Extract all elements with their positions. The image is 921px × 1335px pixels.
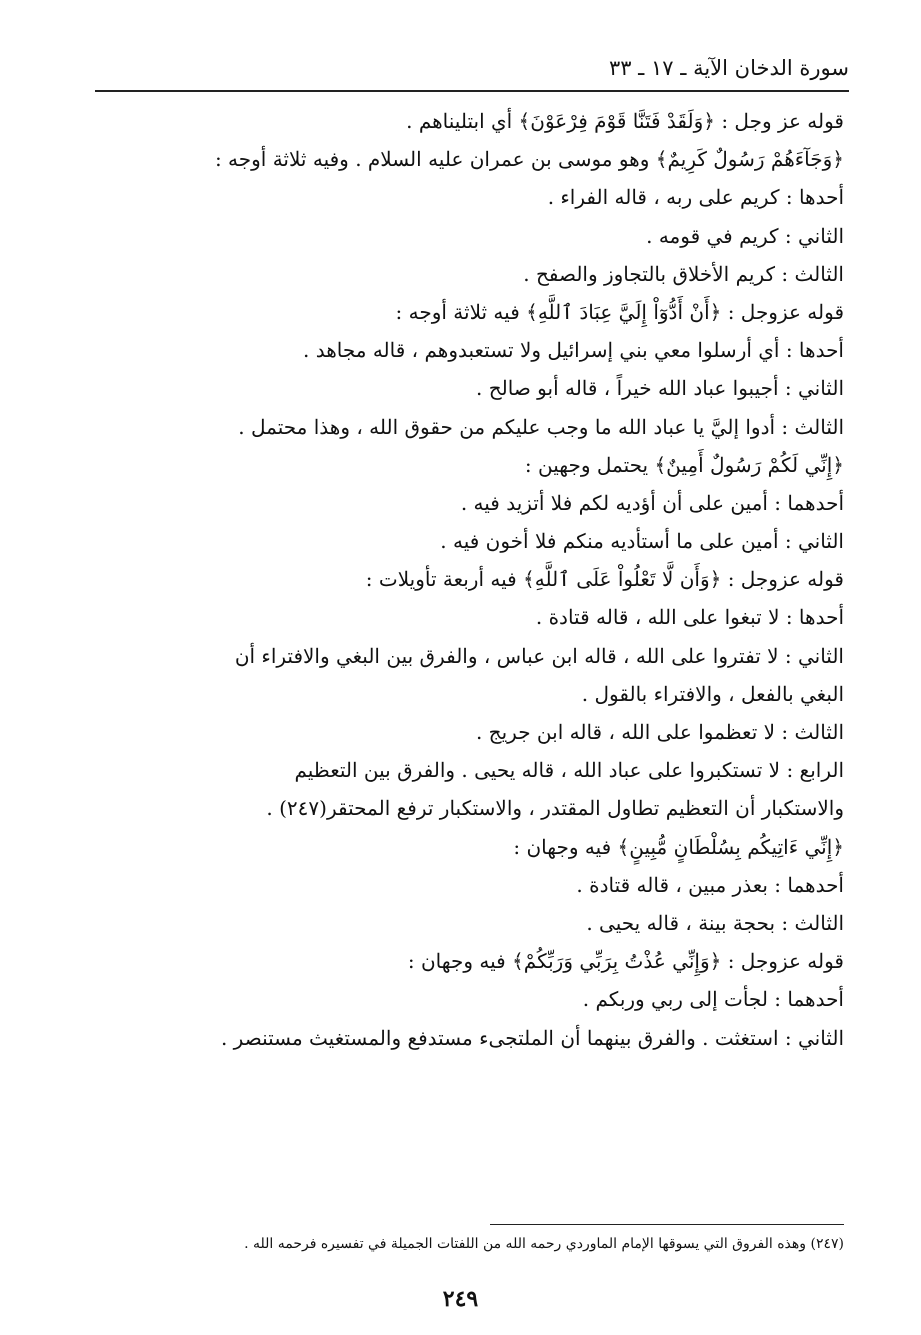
text-line: ﴿إِنِّي لَكُمْ رَسُولٌ أَمِينٌ﴾ يحتمل وجهين : <box>524 452 844 477</box>
body-text <box>97 102 844 1057</box>
footnote-rule <box>490 1224 844 1225</box>
text-line: الثاني : كريم في قومه . <box>646 223 844 248</box>
running-header: سورة الدخان الآية ـ ١٧ ـ ٣٣ <box>608 56 849 80</box>
text-line: البغي بالفعل ، والافتراء بالقول . <box>581 681 844 706</box>
text-line: الثاني : استغثت . والفرق بينهما أن الملتجىء مستدفع والمستغيث مستنصر . <box>220 1025 844 1050</box>
text-line: أحدهما : لجأت إلى ربي وربكم . <box>582 987 844 1012</box>
text-line: ﴿إِنِّي ءَاتِيكُم بِسُلْطَانٍ مُّبِينٍ﴾ فيه وجهان : <box>513 834 844 859</box>
text-line: أحدها : كريم على ربه ، قاله الفراء . <box>547 185 844 210</box>
text-line: والاستكبار أن التعظيم تطاول المقتدر ، والاستكبار ترفع المحتقر(٢٤٧) . <box>266 796 844 821</box>
text-line: الرابع : لا تستكبروا على عباد الله ، قاله يحيى . والفرق بين التعظيم <box>294 758 844 783</box>
text-line: الثالث : بحجة بينة ، قاله يحيى . <box>586 910 844 935</box>
text-line: الثاني : أجيبوا عباد الله خيراً ، قاله أبو صالح . <box>476 376 844 401</box>
text-line: أحدها : أي أرسلوا معي بني إسرائيل ولا تستعبدوهم ، قاله مجاهد . <box>303 338 844 363</box>
text-line: الثالث : أدوا إليَّ يا عباد الله ما وجب عليكم من حقوق الله ، وهذا محتمل . <box>238 414 844 439</box>
text-line: الثالث : كريم الأخلاق بالتجاوز والصفح . <box>523 261 844 286</box>
text-line: ﴿وَجَآءَهُمْ رَسُولٌ كَرِيمٌ﴾ وهو موسى بن عمران عليه السلام . وفيه ثلاثة أوجه : <box>214 147 844 172</box>
text-line: أحدهما : بعذر مبين ، قاله قتادة . <box>576 872 844 897</box>
footnote: (٢٤٧) وهذه الفروق التي يسوقها الإمام الماوردي رحمه الله من اللفتات الجميلة في تفسيره فرحمه الله . <box>244 1236 844 1252</box>
text-line: الثالث : لا تعظموا على الله ، قاله ابن جريج . <box>475 720 844 744</box>
text-line: أحدهما : أمين على أن أؤديه لكم فلا أتزيد فيه . <box>460 490 844 515</box>
text-line: قوله عزوجل : ﴿أَنْ أَدُّوٓاْ إِلَيَّ عِبَادَ ٱللَّهِ﴾ فيه ثلاثة أوجه : <box>395 299 844 324</box>
text-line: الثاني : لا تفتروا على الله ، قاله ابن عباس ، والفرق بين البغي والافتراء أن <box>234 643 844 668</box>
text-line: قوله عزوجل : ﴿وَأَن لَّا تَعْلُواْ عَلَى ٱللَّهِ﴾ فيه أربعة تأويلات : <box>365 567 844 592</box>
header-rule <box>95 90 849 92</box>
text-line: أحدها : لا تبغوا على الله ، قاله قتادة . <box>535 605 844 630</box>
text-line: قوله عز وجل : ﴿وَلَقَدْ فَتَنَّا قَوْمَ فِرْعَوْنَ﴾ أي ابتليناهم . <box>406 109 844 133</box>
page-number: ٢٤٩ <box>442 1286 479 1312</box>
text-line: الثاني : أمين على ما أستأديه منكم فلا أخون فيه . <box>440 529 844 554</box>
text-line: قوله عزوجل : ﴿وَإِنِّي عُذْتُ بِرَبِّي وَرَبِّكُمْ﴾ فيه وجهان : <box>407 949 844 974</box>
